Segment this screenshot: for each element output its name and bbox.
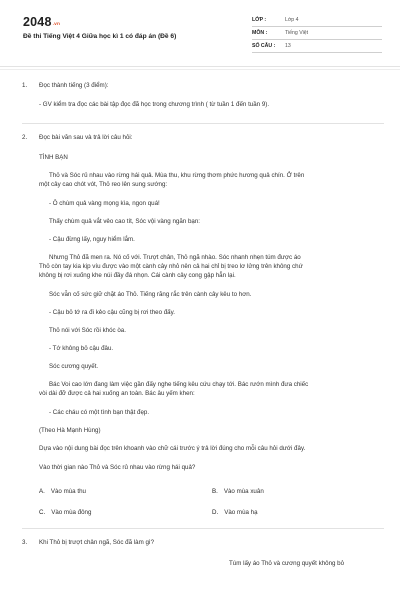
story-line: Bác Voi cao lớn đang làm việc gần đấy nghe tiếng kêu cứu chạy tới. Bác rướn mình đưa chiếc <box>49 381 309 388</box>
story-source: (Theo Hà Mạnh Hùng) <box>39 427 101 434</box>
story-line: Sóc cương quyết. <box>49 363 99 370</box>
meta-table <box>252 14 382 53</box>
meta-value: Lớp 4 <box>285 16 299 23</box>
option-b[interactable] <box>212 488 264 496</box>
story-line: - Ô chùm quả vàng mọng kìa, ngon quá! <box>49 200 160 207</box>
option-d[interactable] <box>212 509 258 517</box>
story-line: một cây cao chót vót, Thỏ reo lên sung sướng: <box>39 181 168 188</box>
question-2-number: 2. <box>22 134 28 141</box>
option-text: Vào mùa thu <box>50 488 86 495</box>
question-1-detail: - GV kiểm tra đọc các bài tập đọc đã học trong chương trình ( từ tuần 1 đến tuần 9). <box>39 101 270 108</box>
option-letter: D. <box>212 509 219 516</box>
meta-row-count <box>252 40 382 53</box>
question-1-prompt: Đọc thành tiếng (3 điểm): <box>39 82 109 89</box>
story-line: Thấy chùm quả vắt vẻo cao tít, Sóc vội vàng ngăn bạn: <box>49 218 200 225</box>
question-separator <box>22 123 384 124</box>
option-a[interactable] <box>39 488 86 496</box>
option-letter: C. <box>39 509 46 516</box>
question-3-answer: Túm lấy áo Thỏ và cương quyết không bỏ <box>229 560 345 567</box>
brand-logo[interactable] <box>23 15 60 31</box>
story-line: không bị rơi xuống khe núi đầy đá nhọn. Cái cành cây cong gập hẳn lại. <box>39 272 236 279</box>
instruction-line: Dựa vào nội dung bài đọc trên khoanh vào chữ cái trước ý trả lời đúng cho mỗi câu hỏi dưới đây. <box>39 445 306 452</box>
story-line: - Các cháu có một tình bạn thật đẹp. <box>49 409 150 416</box>
option-letter: B. <box>212 488 218 495</box>
story-line: Sóc vẫn cố sức giữ chặt áo Thỏ. Tiếng răng rắc trên cành cây kêu to hơn. <box>49 291 252 298</box>
story-line: - Tớ không bỏ cậu đâu. <box>49 345 114 352</box>
question-1-number: 1. <box>22 82 28 89</box>
option-text: Vào mùa xuân <box>223 488 264 495</box>
header <box>0 0 400 70</box>
meta-value: Tiếng Việt <box>285 29 309 36</box>
question-2-prompt: Đọc bài văn sau và trả lời câu hỏi: <box>39 134 133 141</box>
story-line: vòi dài đỡ được cả hai xuống an toàn. Bác âu yếm khen: <box>39 390 195 397</box>
header-divider <box>0 66 400 67</box>
option-text: Vào mùa đông <box>51 509 92 516</box>
meta-value: 13 <box>285 42 291 49</box>
story-line: Thỏ nói với Sóc rồi khóc òa. <box>49 327 126 334</box>
question-3-prompt: Khi Thỏ bị trượt chân ngã, Sóc đã làm gì? <box>39 539 155 546</box>
meta-row-class <box>252 14 382 27</box>
option-c[interactable] <box>39 509 91 517</box>
question-separator <box>22 528 384 529</box>
header-divider <box>0 69 400 70</box>
brand-name: 2048 <box>23 15 52 29</box>
option-letter: A. <box>39 488 45 495</box>
story-line: - Cậu bỏ tớ ra đi kẻo cậu cũng bị rơi theo đấy. <box>49 309 175 316</box>
meta-row-subject <box>252 27 382 40</box>
brand-suffix: .vn <box>52 22 61 27</box>
story-line: Nhưng Thỏ đã men ra. Nó cố với. Trượt chân, Thỏ ngã nhào. Sóc nhanh nhẹn túm được áo <box>49 254 301 261</box>
question-3-number: 3. <box>22 539 28 546</box>
story-line: - Cậu đừng lấy, nguy hiểm lắm. <box>49 236 135 243</box>
document-title: Đề thi Tiếng Việt 4 Giữa học kì 1 có đáp án (Đề 6) <box>23 33 177 40</box>
sub-question: Vào thời gian nào Thỏ và Sóc rủ nhau vào rừng hái quả? <box>39 464 196 471</box>
story-line: Thỏ và Sóc rủ nhau vào rừng hái quả. Mùa thu, khu rừng thơm phức hương quả chín. Ở trên <box>49 172 305 179</box>
meta-label: LỚP : <box>252 16 267 23</box>
story-line: Thỏ còn tay kia kịp víu được vào một cành cây nhỏ nên cả hai chỉ bị treo lơ lửng trên không chứ <box>39 263 303 270</box>
option-text: Vào mùa hạ <box>224 509 258 516</box>
story-title: TÌNH BẠN <box>39 154 68 161</box>
meta-label: MÔN : <box>252 29 268 36</box>
meta-label: SỐ CÂU : <box>252 42 276 49</box>
